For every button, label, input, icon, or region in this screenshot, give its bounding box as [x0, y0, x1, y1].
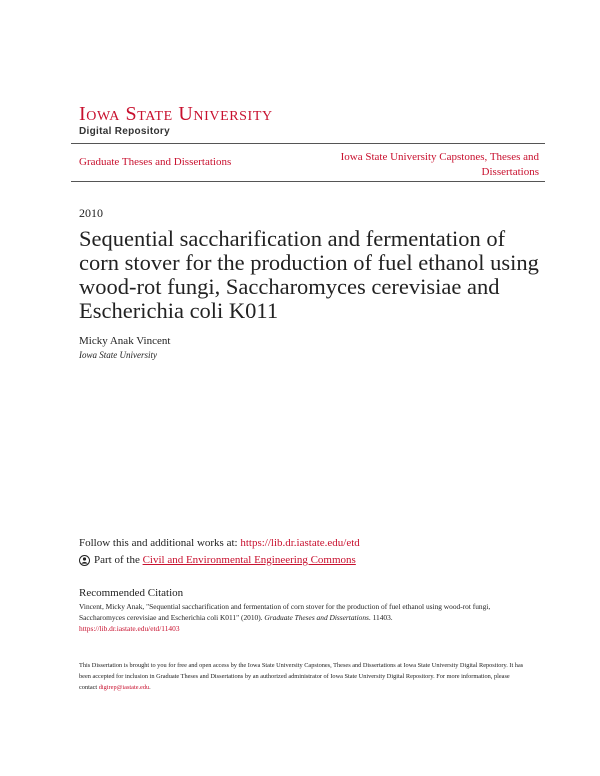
graduate-theses-link[interactable]: Graduate Theses and Dissertations [79, 156, 232, 168]
commons-network-icon [79, 555, 90, 566]
follow-line [79, 537, 360, 549]
top-divider [71, 143, 545, 144]
publication-year: 2010 [79, 206, 103, 220]
notice-text: This Dissertation is brought to you for free and open access by the Iowa State University Capstones, Theses and Dissertations at Iowa State University Digital Repository. It has been accepted for inclusion in Graduate Theses and Dissertations by an authorized administrator of Iowa State University Digital Repository. For more information, please contact [79, 662, 524, 691]
follow-url-link[interactable]: https://lib.dr.iastate.edu/etd [240, 537, 360, 549]
citation-journal: Graduate Theses and Dissertations [264, 613, 369, 622]
citation-url-link[interactable]: https://lib.dr.iastate.edu/etd/11403 [79, 624, 180, 633]
contact-email-link[interactable]: digirep@iastate.edu [98, 684, 150, 691]
logo-subtitle: Digital Repository [79, 126, 170, 137]
capstones-collection-link[interactable]: Iowa State University Capstones, Theses and Dissertations [340, 151, 539, 178]
document-title: Sequential saccharification and fermentation of corn stover for the production of fuel ethanol using wood-rot fungi, Saccharomyces cerevisiae and Escherichia coli K011 [79, 226, 539, 323]
follow-label: Follow this and additional works at: [79, 537, 238, 549]
bottom-divider [71, 181, 545, 182]
logo-wordmark: Iowa State University [79, 103, 273, 125]
citation-number: . 11403. [368, 613, 393, 622]
author-affiliation: Iowa State University [79, 350, 157, 360]
citation-body: Vincent, Micky Anak, "Sequential saccharification and fermentation of corn stover for the production of fuel ethanol using wood-rot fungi, Saccharomyces cerevisiae and Escherichia coli K011" (2010). [79, 602, 491, 622]
citation-text [79, 601, 529, 634]
university-logo [79, 104, 273, 137]
part-of-line [79, 554, 356, 566]
author-name: Micky Anak Vincent [79, 335, 171, 347]
recommended-citation-heading: Recommended Citation [79, 587, 184, 599]
part-of-label: Part of the [94, 554, 140, 566]
civil-engineering-commons-link[interactable]: Civil and Environmental Engineering Commons [142, 554, 356, 566]
access-notice [79, 660, 529, 693]
notice-end: . [149, 684, 151, 691]
